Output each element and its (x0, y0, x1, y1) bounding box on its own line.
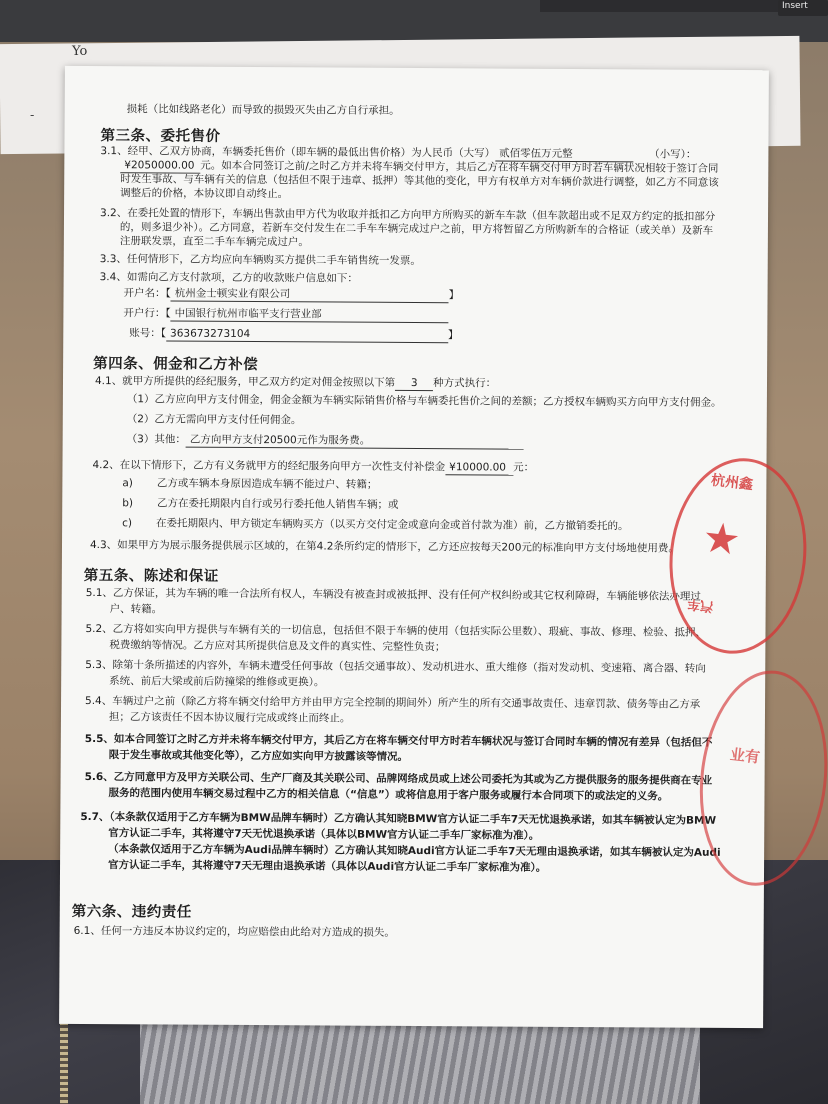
clause-3-1: 3.1、经甲、乙双方协商，车辆委托售价（即车辆的最低出售价格）为人民币（大写） 贰佰零伍万元整 （小写）： (100, 145, 697, 161)
bank-row: 开户行：【 中国银行杭州市临平支行营业部 (123, 306, 448, 323)
price-words: 贰佰零伍万元整 (495, 146, 633, 162)
section-6-title: 第六条、违约责任 (71, 903, 192, 921)
item-a: a) 乙方或车辆本身原因造成车辆不能过户、转籍； (122, 477, 378, 491)
company-seal-partial: 业有 (689, 664, 828, 893)
company-seal: 杭州鑫 ★ 汽车 (660, 451, 817, 661)
intro-line: 损耗（比如线路老化）而导致的损毁灭失由乙方自行承担。 (126, 103, 400, 117)
option-1: （1）乙方应向甲方支付佣金，佣金金额为车辆实际销售价格与车辆委托售价之间的差额；乙方授权车辆购买方向甲方支付佣金。 (126, 393, 722, 409)
handwritten-note: Yo (72, 44, 88, 59)
clause-5-1-line2: 户、转籍。 (109, 603, 163, 616)
bank-value: 中国银行杭州市临平支行营业部 (171, 307, 449, 324)
option-3-value: 乙方向甲方支付20500元作为服务费。 (186, 433, 524, 450)
clause-5-3: 5.3、除第十条所描述的内容外，车辆未遭受任何事故（包括交通事故）、发动机进水、重大维修（指对发动机、变速箱、离合器、转向 (85, 658, 706, 675)
zipper (60, 1010, 68, 1104)
keyboard (0, 0, 828, 42)
clause-5-4-line2: 担；乙方该责任不因本协议履行完成或终止而终止。 (108, 711, 351, 725)
seal-star-icon: ★ (700, 512, 744, 565)
clause-3-1-line3: 时发生事故、与车辆有关的信息（包括但不限于违章、抵押）等其他的变化，甲方有权单方对车辆价款进行调整，如乙方不同意该 (120, 173, 719, 189)
clause-5-3-line2: 系统、前后大梁或前后防撞梁的维修或更换）。 (109, 675, 325, 689)
option-3: （3）其他： 乙方向甲方支付20500元作为服务费。 (127, 432, 524, 449)
account-number-value: 363673273104 (166, 326, 448, 343)
account-number-row: 账号：【 363673273104 】 (129, 327, 459, 342)
clause-4-1: 4.1、就甲方所提供的经纪服务，甲乙双方约定对佣金按照以下第 3 种方式执行： (94, 375, 497, 390)
option-2: （2）乙方无需向甲方支付任何佣金。 (126, 413, 302, 427)
item-b: b) 乙方在委托期限内自行或另行委托他人销售车辆；或 (122, 497, 399, 511)
insert-key: Insert (778, 0, 828, 16)
contract-page (59, 66, 769, 1028)
background-mark: - (30, 108, 35, 122)
clause-5-5-line2: 限于发生事故或其他变化等），乙方应如实向甲方披露该等情况。 (108, 749, 409, 763)
item-c: c) 在委托期限内、甲方锁定车辆购买方（以买方交付定金或意向金或首付款为准）前，乙方撤销委托的。 (122, 517, 629, 533)
section-5-title: 第五条、陈述和保证 (83, 567, 219, 585)
clause-5-7-line4: 官方认证二手车，其将遵守7天无理由退换承诺（具体以Audi官方认证二手车厂家标准为准）。 (108, 859, 547, 874)
clause-6-1: 6.1、任何一方违反本协议约定的，均应赔偿由此给对方造成的损失。 (73, 924, 395, 939)
clause-3-1-cont: ¥2050000.00 元。如本合同签订之前/之时乙方并未将车辆交付甲方，其后乙方在将车辆交付甲方时若车辆状况相较于签订合同 (120, 158, 718, 177)
clause-5-7-line2: 官方认证二手车，其将遵守7天无忧退换承诺（具体以BMW官方认证二手车厂家标准为准）。 (108, 827, 540, 842)
account-name-row: 开户名：【 杭州金士顿实业有限公司 】 (123, 287, 460, 302)
clause-5-2-line2: 税费缴纳等情况。乙方应对其所提供信息及文件的真实性、完整性负责； (109, 639, 446, 654)
clause-3-4: 3.4、如需向乙方支付款项，乙方的收款账户信息如下： (99, 271, 358, 285)
clause-4-3: 4.3、如果甲方为展示服务提供展示区域的，在第4.2条所约定的情形下，乙方还应按每天200元的标准向甲方支付场地使用费。 (89, 539, 679, 555)
keyboard-keys (540, 0, 780, 12)
clause-5-7-line3: （本条款仅适用于乙方车辆为Audi品牌车辆时）乙方确认其知晓Audi官方认证二手车7天无理由退换承诺，如其车辆被认定为Audi (108, 843, 721, 859)
clause-3-2-line3: 注册联发票，直至二手车车辆完成过户。 (119, 235, 309, 249)
section-3-title: 第三条、委托售价 (100, 128, 221, 145)
method-choice: 3 (395, 376, 433, 391)
clause-5-2: 5.2、乙方将如实向甲方提供与车辆有关的一切信息，包括但不限于车辆的使用（包括实际公里数）、瑕疵、事故、修理、检验、抵押、 (85, 622, 706, 639)
clause-5-6: 5.6、乙方同意甲方及甲方关联公司、生产厂商及其关联公司、品牌网络成员或上述公司委托为其或为乙方提供服务的服务提供商在专业 (84, 770, 713, 787)
account-name-value: 杭州金士顿实业有限公司 (171, 287, 449, 304)
clause-5-6-line2: 服务的范围内使用车辆交易过程中乙方的相关信息（“信息”）或将信息用于客户服务或履行本合同项下的或法定的义务。 (108, 787, 669, 803)
clause-5-1: 5.1、乙方保证，其为车辆的唯一合法所有权人，车辆没有被查封或被抵押、没有任何产权纠纷或其它权利障碍，车辆能够依法办理过 (85, 586, 701, 603)
clause-3-3: 3.3、任何情形下，乙方均应向车辆购买方提供二手车销售统一发票。 (99, 253, 421, 268)
section-4-title: 第四条、佣金和乙方补偿 (93, 356, 259, 374)
clause-5-7: 5.7、（本条款仅适用于乙方车辆为BMW品牌车辆时）乙方确认其知晓BMW官方认证二手车7天无忧退换承诺，如其车辆被认定为BMW (80, 810, 717, 827)
price-number: ¥2050000.00 (120, 158, 200, 173)
clause-3-1-line4: 调整后的价格，本协议即自动终止。 (120, 187, 289, 201)
clause-5-4: 5.4、车辆过户之前（除乙方将车辆交付给甲方并由甲方完全控制的期间外）所产生的所有交通事故责任、违章罚款、债务等由乙方承 (85, 694, 701, 711)
clause-5-5: 5.5、如本合同签订之时乙方并未将车辆交付甲方，其后乙方在将车辆交付甲方时若车辆状况与签订合同时车辆的情况有差异（包括但不 (84, 732, 713, 749)
clause-3-2: 3.2、在委托处置的情形下，车辆出售款由甲方代为收取并抵扣乙方向甲方所购买的新车车款（但车款超出或不足双方约定的抵扣部分 (99, 207, 716, 223)
compensation-amount: ¥10000.00 (445, 460, 513, 475)
clause-3-2-line2: 的，则多退少补）。乙方同意，若新车交付发生在二手车车辆完成过户之前，甲方将暂留乙方所购新车的合格证（或关单）及新车 (119, 221, 714, 237)
clause-4-2: 4.2、在以下情形下，乙方有义务就甲方的经纪服务向甲方一次性支付补偿金 ¥10000.00 元： (92, 459, 535, 474)
